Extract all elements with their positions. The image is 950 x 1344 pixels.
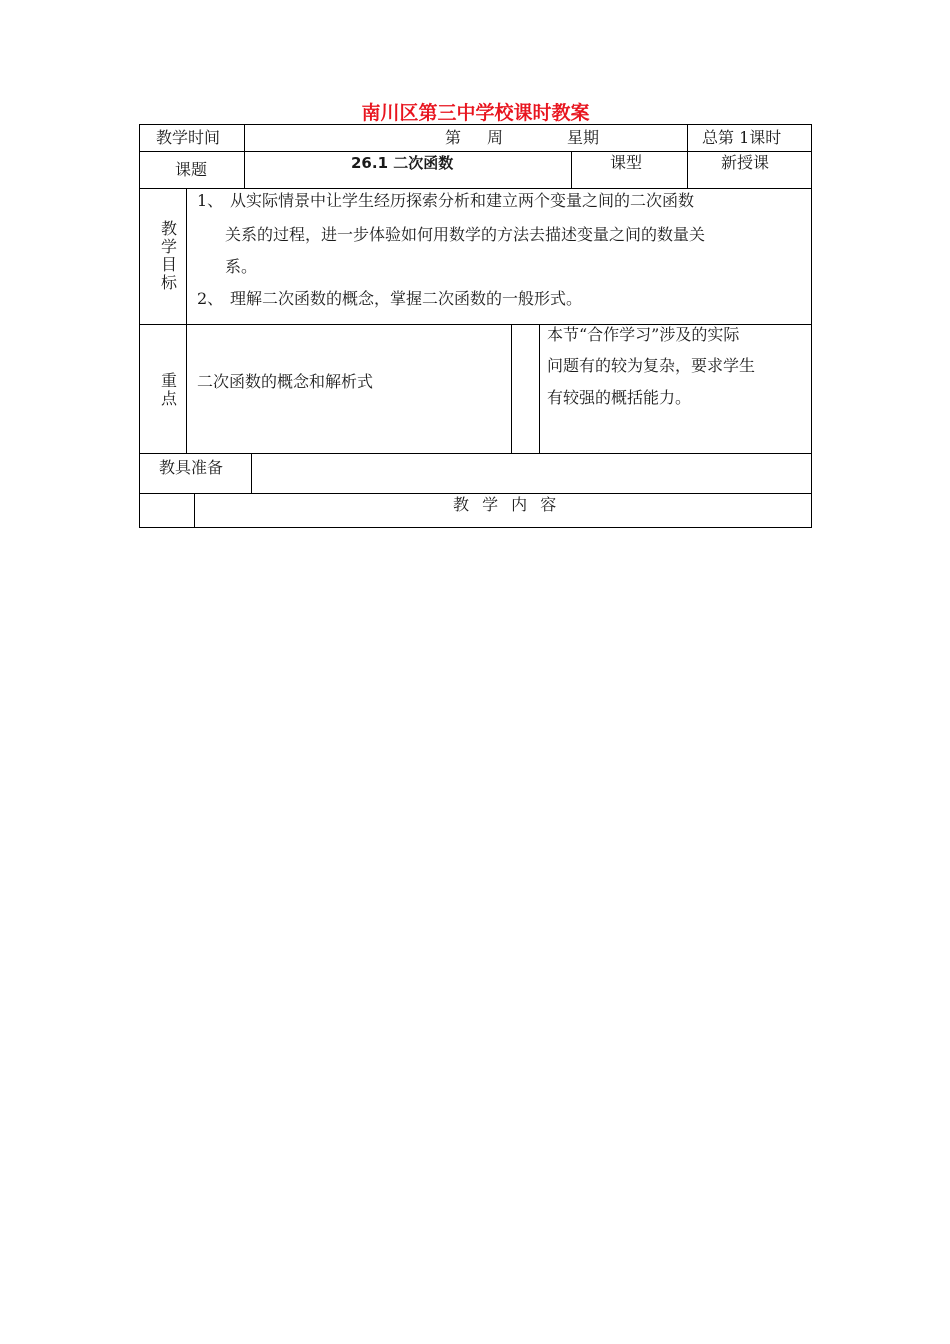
- tools-row: [139, 453, 812, 494]
- objective-1-line3: 系。: [225, 257, 258, 276]
- objective-2-number: 2、: [197, 289, 224, 308]
- document-title: 南川区第三中学校课时教案: [361, 102, 590, 124]
- cell-divider: [251, 453, 252, 494]
- cell-divider: [244, 124, 245, 152]
- week-di-label: 第: [445, 128, 462, 147]
- cell-divider: [244, 151, 245, 189]
- objectives-label: 教学目标: [160, 219, 177, 292]
- difficulty-note-line3: 有较强的概括能力。: [547, 388, 692, 407]
- tools-label: 教具准备: [159, 458, 224, 477]
- cell-divider: [539, 324, 540, 454]
- difficulty-note-line2: 问题有的较为复杂，要求学生: [547, 356, 756, 375]
- teaching-time-label: 教学时间: [156, 128, 221, 147]
- lesson-type-value: 新授课: [721, 153, 770, 172]
- difficulty-note-line1: 本节“合作学习”涉及的实际: [547, 325, 740, 344]
- objective-1-line1: 从实际情景中让学生经历探索分析和建立两个变量之间的二次函数: [230, 191, 695, 210]
- cell-divider: [511, 324, 512, 454]
- cell-divider: [687, 124, 688, 152]
- cell-divider: [186, 188, 187, 325]
- key-points-content: 二次函数的概念和解析式: [197, 372, 374, 391]
- topic-label: 课题: [175, 160, 208, 179]
- total-periods: 总第 1课时: [702, 128, 782, 147]
- objective-1-line2: 关系的过程，进一步体验如何用数学的方法去描述变量之间的数量关: [225, 225, 706, 244]
- week-zhou-label: 周: [487, 128, 504, 147]
- cell-divider: [687, 151, 688, 189]
- cell-divider: [186, 324, 187, 454]
- lesson-type-label: 课型: [610, 153, 643, 172]
- topic-value: 26.1 二次函数: [351, 154, 454, 172]
- row-topic: [139, 151, 812, 189]
- content-header: 教 学 内 容: [453, 495, 561, 514]
- cell-divider: [571, 151, 572, 189]
- cell-divider: [194, 493, 195, 528]
- key-points-label: 重点: [160, 371, 177, 408]
- weekday-label: 星期: [567, 128, 600, 147]
- objective-1-number: 1、: [197, 191, 224, 210]
- objective-2-line1: 理解二次函数的概念，掌握二次函数的一般形式。: [230, 289, 583, 308]
